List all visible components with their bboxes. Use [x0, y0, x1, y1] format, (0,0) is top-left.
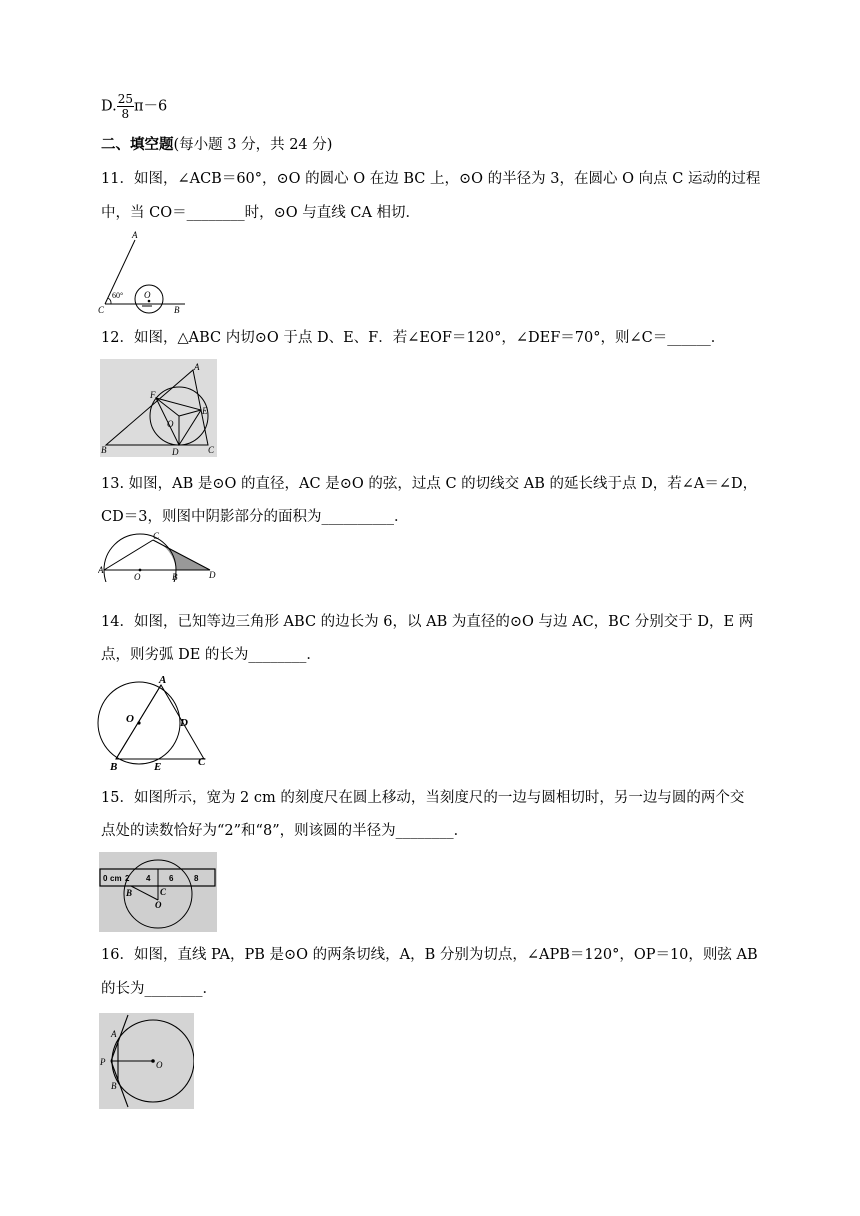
q13-line2: CD＝3，则图中阴影部分的面积为__________．: [101, 509, 409, 525]
section-header: [101, 136, 332, 154]
q11-label-o: O: [144, 290, 151, 300]
q12-label-f: F: [150, 390, 156, 400]
q13-label-d: D: [209, 570, 216, 580]
q13-label-o: O: [134, 572, 141, 582]
q12-label-e: E: [202, 406, 208, 416]
q11-angle-label: 60°: [112, 291, 124, 300]
q12-label-a: A: [194, 362, 200, 372]
q15-label-b: B: [126, 888, 133, 898]
q14-label-o: O: [126, 713, 134, 725]
q14-line1: 14．如图，已知等边三角形 ABC 的边长为 6，以 AB 为直径的⊙O 与边 AC，BC 分别交于 D，E 两: [101, 614, 754, 630]
q14-line2: 点，则劣弧 DE 的长为________．: [101, 647, 321, 663]
section-note: (每小题 3 分，共 24 分): [173, 137, 333, 153]
q11-line2: 中，当 CO＝________时，⊙O 与直线 CA 相切．: [101, 205, 421, 221]
q11-label-c: C: [98, 305, 105, 315]
q12-line1: 12．如图，△ABC 内切⊙O 于点 D、E、F．若∠EOF＝120°，∠DEF＝70°，则∠C＝______．: [101, 330, 726, 346]
option-d-fraction: [117, 92, 134, 121]
q14-label-c: C: [198, 756, 206, 768]
q12-label-o: O: [167, 419, 174, 429]
q16-label-o: O: [156, 1060, 163, 1070]
q15-figure: [99, 852, 217, 932]
q11-label-a: A: [132, 230, 138, 240]
q13-label-b: B: [172, 572, 178, 582]
option-d-prefix: D.: [101, 98, 117, 115]
q15-line2: 点处的读数恰好为“2”和“8”，则该圆的半径为________．: [101, 823, 469, 839]
q16-label-a: A: [111, 1029, 117, 1039]
q12-label-b: B: [101, 445, 107, 455]
q15-tick-8: 8: [194, 874, 199, 883]
option-d-denominator: 8: [121, 107, 130, 121]
q16-line1: 16．如图，直线 PA，PB 是⊙O 的两条切线，A，B 分别为切点，∠APB＝120°，OP＝10，则弦 AB: [101, 947, 758, 963]
q12-label-d: D: [172, 447, 179, 457]
option-d-suffix: π－6: [134, 98, 168, 115]
option-d-numerator: 25: [117, 92, 133, 106]
q14-label-d: D: [180, 717, 188, 729]
q16-figure: [99, 1013, 194, 1109]
q15-tick-cm: cm: [110, 874, 122, 883]
q14-label-b: B: [110, 761, 118, 773]
q11-label-b: B: [174, 305, 180, 315]
q16-label-p: P: [100, 1057, 106, 1067]
q12-figure: [100, 359, 217, 457]
q15-line1: 15．如图所示，宽为 2 cm 的刻度尺在圆上移动，当刻度尺的一边与圆相切时，另一边与圆的两个交: [101, 790, 745, 806]
q13-label-c: C: [153, 531, 160, 541]
q15-tick-6: 6: [169, 874, 174, 883]
section-title: 二、填空题: [101, 137, 174, 153]
option-d: [101, 92, 167, 121]
q13-line1: 13. 如图，AB 是⊙O 的直径，AC 是⊙O 的弦，过点 C 的切线交 AB 的延长线于点 D，若∠A＝∠D，: [101, 476, 758, 492]
q14-figure: [96, 673, 216, 773]
q15-tick-4: 4: [146, 874, 151, 883]
q14-label-a: A: [159, 674, 167, 686]
q12-label-c: C: [208, 445, 215, 455]
q13-label-a: A: [98, 565, 104, 575]
q15-label-o: O: [155, 900, 162, 910]
q15-label-c: C: [160, 887, 167, 897]
q11-figure: [97, 228, 189, 316]
q15-tick-2: 2: [125, 874, 130, 883]
q15-tick-0: 0: [103, 874, 108, 883]
q11-line1: 11．如图，∠ACB＝60°，⊙O 的圆心 O 在边 BC 上，⊙O 的半径为 3，在圆心 O 向点 C 运动的过程: [101, 171, 761, 187]
q16-line2: 的长为________．: [101, 981, 217, 997]
q13-figure: [98, 530, 222, 582]
q16-label-b: B: [111, 1081, 117, 1091]
q14-label-e: E: [154, 761, 162, 773]
